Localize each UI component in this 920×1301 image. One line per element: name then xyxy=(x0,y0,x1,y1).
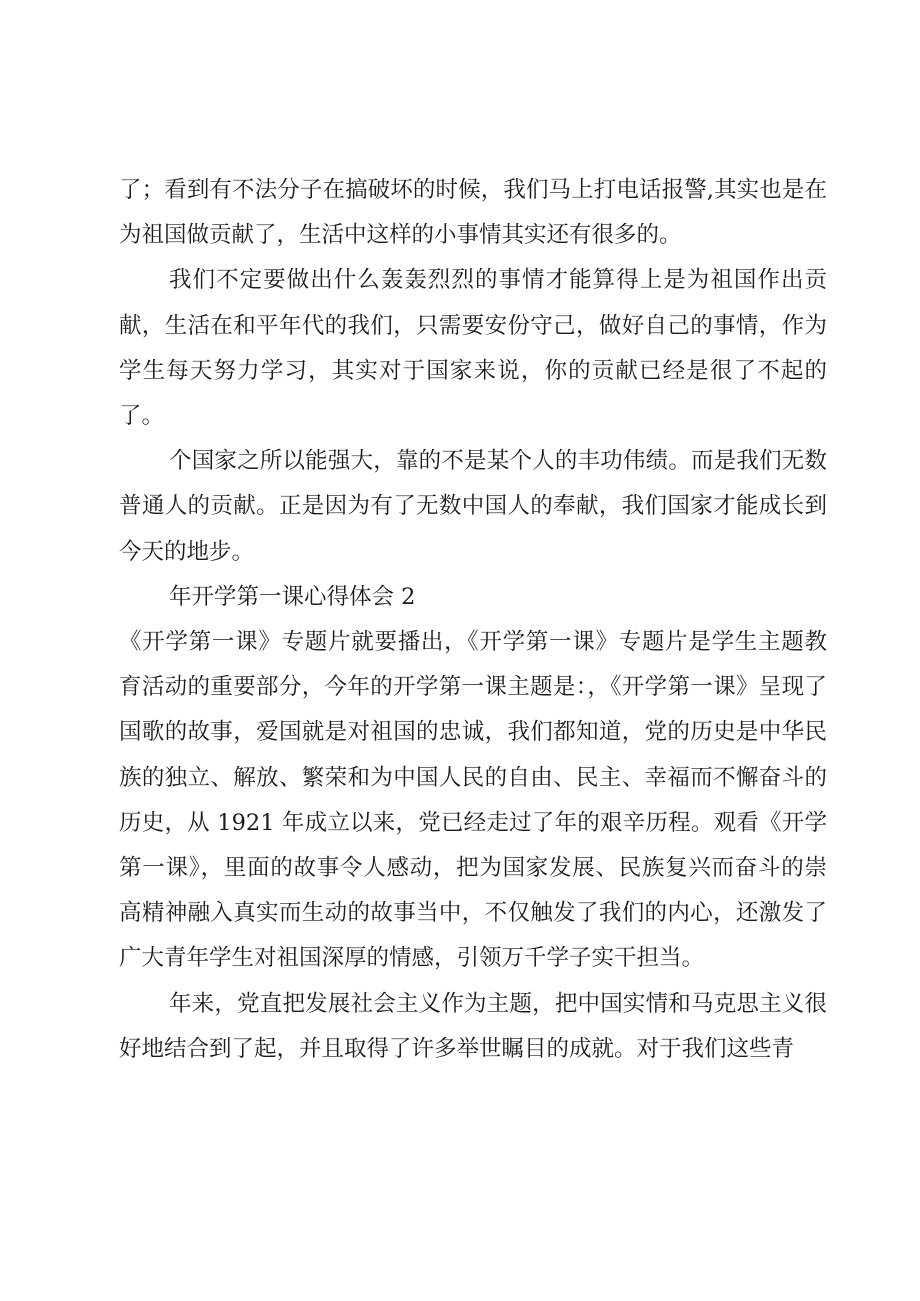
paragraph-5: 年来，党直把发展社会主义作为主题，把中国实情和马克思主义很好地结合到了起，并且取得了许多举世瞩目的成就。对于我们这些青 xyxy=(119,990,827,1062)
paragraph-3: 个国家之所以能强大，靠的不是某个人的丰功伟绩。而是我们无数普通人的贡献。正是因为有了无数中国人的奉献，我们国家才能成长到今天的地步。 xyxy=(119,448,827,565)
paragraph-4: 《开学第一课》专题片就要播出，《开学第一课》专题片是学生主题教育活动的重要部分，今年的开学第一课主题是：，《开学第一课》呈现了国歌的故事，爱国就是对祖国的忠诚，我们都知道，党的历史是中华民族的独立、解放、繁荣和为中国人民的自由、民主、幸福而不懈奋斗的历史，从 1921 年成立以来，党已经走过了年的艰辛历程。观看《开学第一课》，里面的故事令人感动，把为国家发展、民族复兴而奋斗的崇高精神融入真实而生动的故事当中，不仅触发了我们的内心，还激发了广大青年学生对祖国深厚的情感，引领万千学子实干担当。 xyxy=(119,629,827,972)
section-heading: 年开学第一课心得体会 2 xyxy=(169,583,416,610)
paragraph-1: 了；看到有不法分子在搞破坏的时候，我们马上打电话报警,其实也是在为祖国做贡献了，生活中这样的小事情其实还有很多的。 xyxy=(119,177,827,249)
document-body xyxy=(119,168,827,1072)
paragraph-2: 我们不定要做出什么轰轰烈烈的事情才能算得上是为祖国作出贡献，生活在和平年代的我们，只需要安份守己，做好自己的事情，作为学生每天努力学习，其实对于国家来说，你的贡献已经是很了不起的了。 xyxy=(119,267,827,430)
